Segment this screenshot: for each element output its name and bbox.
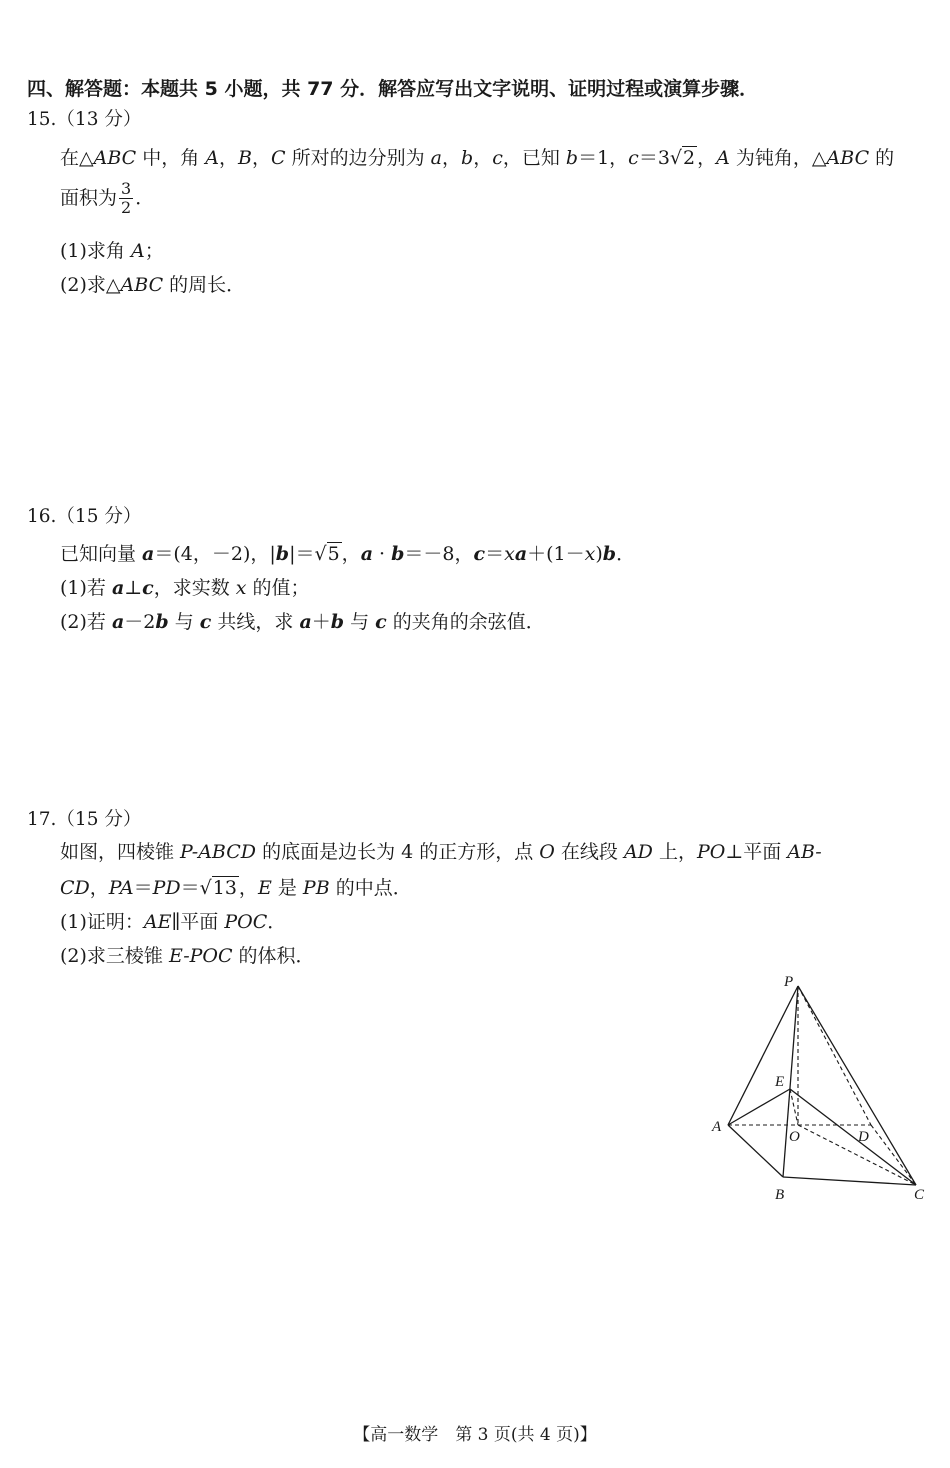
label-C: C	[914, 1187, 925, 1203]
q15-line2: 面积为 $\frac{3}{2}$ ．	[60, 179, 155, 218]
edge-DC-hidden	[871, 1125, 916, 1185]
q15-part2: (2)求△ABC 的周长．	[60, 274, 246, 296]
edge-BC	[783, 1177, 916, 1185]
label-E: E	[775, 1074, 785, 1090]
label-B: B	[775, 1187, 785, 1203]
label-A: A	[712, 1119, 722, 1135]
q15-header: 15.（13 分）	[27, 109, 142, 130]
q16-part2: (2)若 a－2b 与 c 共线，求 a＋b 与 c 的夹角的余弦值．	[60, 611, 545, 633]
label-P: P	[784, 974, 794, 990]
page-footer: 【高一数学 第 3 页(共 4 页)】	[353, 1425, 597, 1445]
section-title: 四、解答题：本题共 5 小题，共 77 分．解答应写出文字说明、证明过程或演算步骤．	[27, 78, 759, 100]
q15-line1: 在△ABC 中，角 A，B，C 所对的边分别为 a，b，c，已知 b＝1，c＝3√2 ，A 为钝角，△ABC 的	[60, 147, 895, 169]
q16-part1: (1)若 a⊥c，求实数 x 的值；	[60, 577, 310, 599]
edge-PB	[783, 986, 798, 1177]
q16-header: 16.（15 分）	[27, 506, 142, 527]
edge-AB	[728, 1125, 783, 1177]
q17-line1: 如图，四棱锥 P-ABCD 的底面是边长为 4 的正方形，点 O 在线段 AD 上，PO⊥平面 AB-	[60, 841, 822, 863]
pyramid-figure	[706, 968, 936, 1208]
q17-part1: (1)证明：AE∥平面 POC．	[60, 911, 287, 933]
label-O: O	[789, 1129, 800, 1145]
q17-header: 17.（15 分）	[27, 809, 142, 830]
q16-line1: 已知向量 a＝(4，－2)，|b|＝√5 ，a · b＝－8，c＝xa＋(1－x)b．	[60, 543, 636, 565]
label-D: D	[858, 1129, 869, 1145]
segment-EC	[790, 1089, 916, 1185]
q17-line2: CD，PA＝PD＝√13 ，E 是 PB 的中点．	[60, 877, 412, 899]
area-fraction: $\frac{3}{2}$	[121, 179, 132, 218]
q15-part1: (1)求角 A；	[60, 240, 164, 262]
q17-part2: (2)求三棱锥 E-POC 的体积．	[60, 945, 315, 967]
